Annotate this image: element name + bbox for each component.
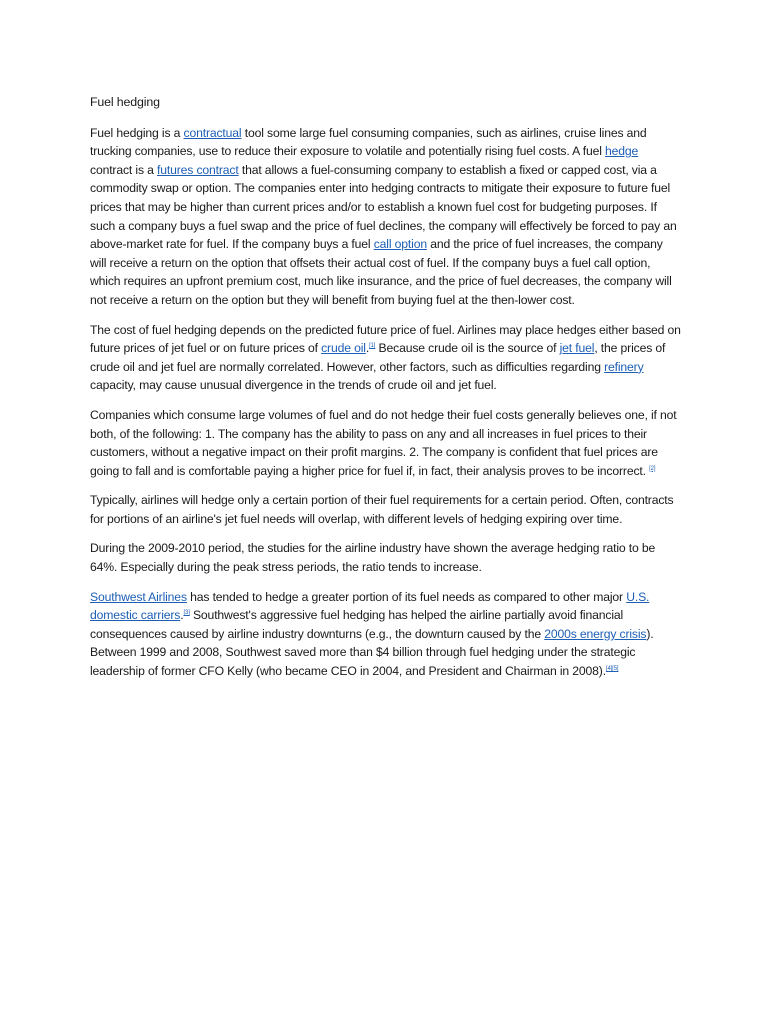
paragraph: [90, 539, 682, 576]
text-run: and the price of fuel increases, the company will receive a return on the option that offsets their actual cost of fuel. If the company buys a fuel call option, which requires an upfront premium cost, much like insurance, and the price of fuel decreases, the company will not receive a return on the option but they will benefit from buying fuel at the then-lower cost.: [90, 237, 672, 307]
inline-link[interactable]: refinery: [604, 359, 644, 374]
paragraph: [90, 491, 682, 528]
document-page: [90, 93, 682, 692]
inline-link[interactable]: call option: [373, 237, 427, 252]
text-run: During the 2009-2010 period, the studies for the airline industry have shown the average hedging ratio to be 64%. Especially during the peak stress periods, the ratio tends to increase.: [90, 541, 656, 575]
inline-link[interactable]: Southwest Airlines: [90, 589, 187, 604]
citation-ref[interactable]: [1]: [369, 343, 376, 350]
inline-link[interactable]: hedge: [605, 144, 639, 159]
text-run: contract is a: [90, 162, 157, 177]
text-run: Southwest's aggressive fuel hedging has helped the airline partially avoid financial consequences caused by airline industry downturns (e.g., the downturn caused by the: [90, 608, 624, 641]
paragraph: [90, 588, 682, 681]
inline-link[interactable]: U.S. domestic carriers: [90, 589, 650, 623]
text-run: , the prices of crude oil and jet fuel are normally correlated. However, other factors, such as difficulties regarding: [90, 341, 666, 374]
text-run: Typically, airlines will hedge only a certain portion of their fuel requirements for a certain period. Often, contracts for portions of an airline's jet fuel needs will overlap, with different levels of hedging expiring over time.: [90, 493, 674, 526]
inline-link[interactable]: futures contract: [157, 162, 239, 177]
inline-link[interactable]: contractual: [183, 125, 242, 140]
citation-ref[interactable]: [3]: [183, 610, 190, 617]
text-run: that allows a fuel-consuming company to establish a fixed or capped cost, via a commodity swap or option. The companies enter into hedging contracts to mitigate their exposure to future fuel prices that may be higher than current prices and/or to establish a known fuel cost for budgeting purposes. If such a company buys a fuel swap and the price of fuel declines, the company will effectively be forced to pay an above-market rate for fuel. If the company buys a fuel: [90, 162, 677, 252]
paragraph: [90, 124, 682, 310]
inline-link[interactable]: crude oil: [321, 341, 366, 356]
citation-ref[interactable]: [4][5]: [605, 665, 619, 672]
text-run: Fuel hedging is a: [90, 125, 184, 140]
text-run: Companies which consume large volumes of fuel and do not hedge their fuel costs generally believes one, if not both, of the following: 1. The company has the ability to pass on any and all increases in fuel prices to their customers, without a negative impact on their profit margins. 2. The company is confident that fuel prices are going to fall and is comfortable paying a higher price for fuel if, in fact, their analysis proves to be incorrect.: [90, 407, 677, 478]
paragraph: [90, 321, 682, 395]
document-body: [90, 124, 682, 681]
paragraph: [90, 406, 682, 480]
text-run: .: [180, 608, 184, 623]
text-run: Because crude oil is the source of: [375, 341, 560, 356]
text-run: capacity, may cause unusual divergence in the trends of crude oil and jet fuel.: [90, 378, 497, 393]
document-title: Fuel hedging: [90, 95, 160, 109]
text-run: The cost of fuel hedging depends on the predicted future price of fuel. Airlines may place hedges either based on future prices of jet fuel or on future prices of: [90, 322, 681, 356]
citation-ref[interactable]: [2]: [649, 465, 656, 472]
text-run: .: [365, 341, 370, 356]
text-run: ). Between 1999 and 2008, Southwest saved more than $4 billion through fuel hedging under the strategic leadership of former CFO Kelly (who became CEO in 2004, and President and Chairman in 2008).: [90, 626, 654, 679]
inline-link[interactable]: jet fuel: [559, 341, 595, 356]
text-run: tool some large fuel consuming companies, such as airlines, cruise lines and trucking companies, use to reduce their exposure to volatile and potentially rising fuel costs. A fuel: [90, 125, 647, 159]
text-run: has tended to hedge a greater portion of its fuel needs as compared to other major: [186, 589, 627, 604]
inline-link[interactable]: 2000s energy crisis: [544, 626, 647, 641]
